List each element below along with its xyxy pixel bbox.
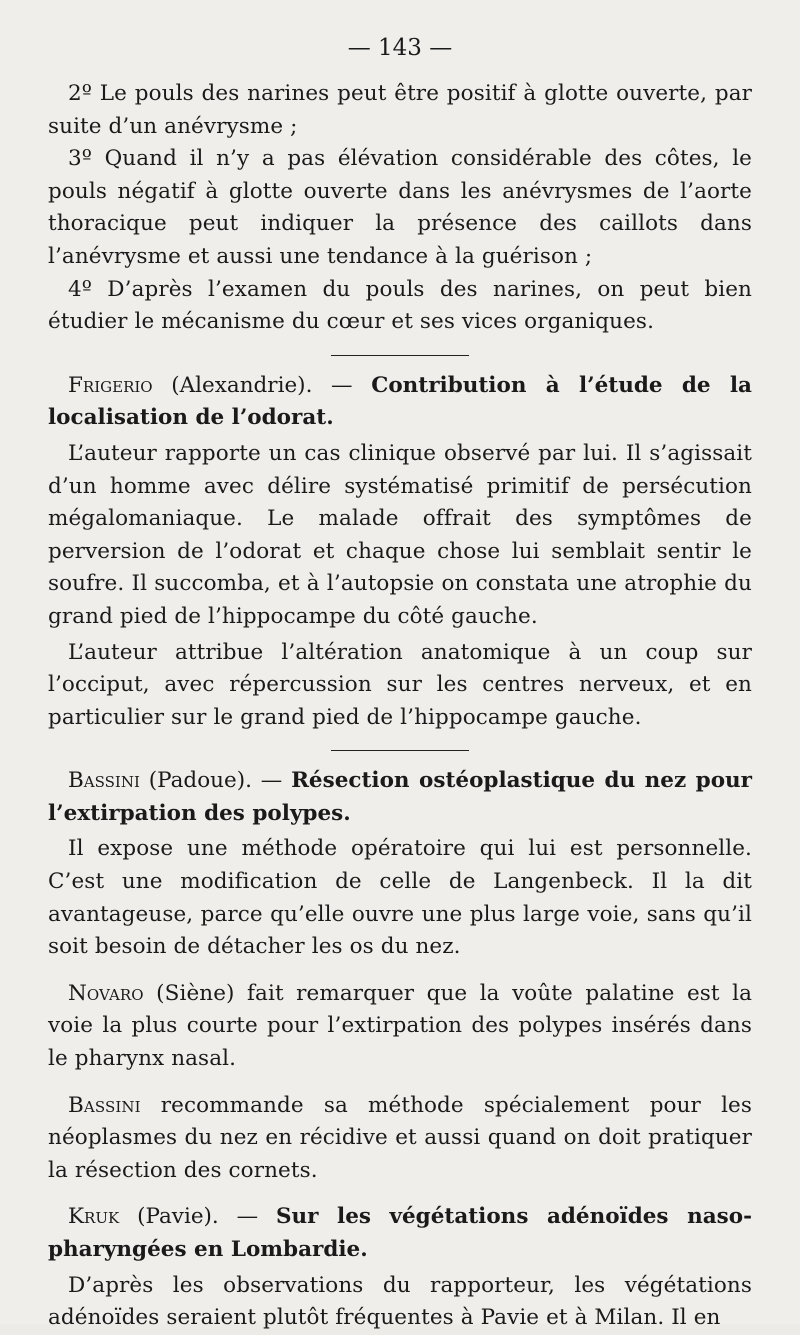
entry-author: Bassini [68,768,140,794]
paragraph: Il expose une méthode opératoire qui lui est personnelle. C’est une modification de celle de Langenbeck. Il la dit avantageuse, parce qu’elle ouvre une plus large voie, sans qu’il soit besoin de détacher les os du nez. [48,836,752,960]
list-item: 2º Le pouls des narines peut être positif à glotte ouverte, par suite d’un anévrysme ; [48,81,752,139]
entry-heading [48,765,752,830]
paragraph [48,978,752,1076]
paragraph: D’après les observations du rapporteur, les végétations adénoïdes seraient plutôt fréquentes à Pavie et à Milan. Il en [48,1272,752,1331]
entry-place: (Padoue). — [139,768,292,794]
entry-place: (Siène) [143,980,247,1006]
list-item: 4º D’après l’examen du pouls des narines, on peut bien étudier le mécanisme du cœur et ses vices organiques. [48,276,752,335]
list-item: 3º Quand il n’y a pas élévation considérable des côtes, le pouls négatif à glotte ouverte dans les anévrysmes de l’aorte thoracique peut indiquer la présence des caillots dans l’anévrysme et aussi une tendance à la guérison ; [48,146,752,269]
entry-place: (Alexandrie). — [152,372,372,398]
section-divider [331,355,469,356]
paragraph: L’auteur rapporte un cas clinique observé par lui. Il s’agissait d’un homme avec délire systématisé primitif de persécution mégalomaniaque. Le malade offrait des symptômes de perversion de l’odorat et chaque chose lui semblait sentir le soufre. Il succomba, et à l’autopsie on constata une atrophie du grand pied de l’hippocampe du côté gauche. [48,440,752,629]
paragraph [48,1090,752,1188]
section-divider [331,750,469,751]
entry-title: Sur les végétations adénoïdes naso-pharyngées en Lombardie. [48,1204,752,1262]
entry-text: recommande sa méthode spécialement pour les néoplasmes du nez en récidive et aussi quand on doit pratiquer la résection des cornets. [48,1092,753,1183]
entry-author: Kruk [68,1204,120,1230]
page-number: — 143 — [347,35,453,61]
entry-place: (Pavie). — [119,1204,277,1230]
entry-heading [48,370,752,435]
entry-author: Bassini [68,1092,141,1118]
entry-text: fait remarquer que la voûte palatine est la voie la plus courte pour l’extirpation des polypes insérés dans le pharynx nasal. [48,980,753,1072]
entry-title: Contribution à l’étude de la localisation de l’odorat. [48,372,752,431]
paragraph: L’auteur attribue l’altération anatomique à un coup sur l’occiput, avec répercussion sur les centres nerveux, et en particulier sur le grand pied de l’hippocampe gauche. [48,639,752,730]
entry-author: Novaro [68,980,144,1006]
entry-title: Résection ostéoplastique du nez pour l’extirpation des polypes. [48,768,752,826]
entry-heading [48,1201,752,1266]
entry-place [141,1093,161,1118]
entry-author: Frigerio [68,372,153,398]
